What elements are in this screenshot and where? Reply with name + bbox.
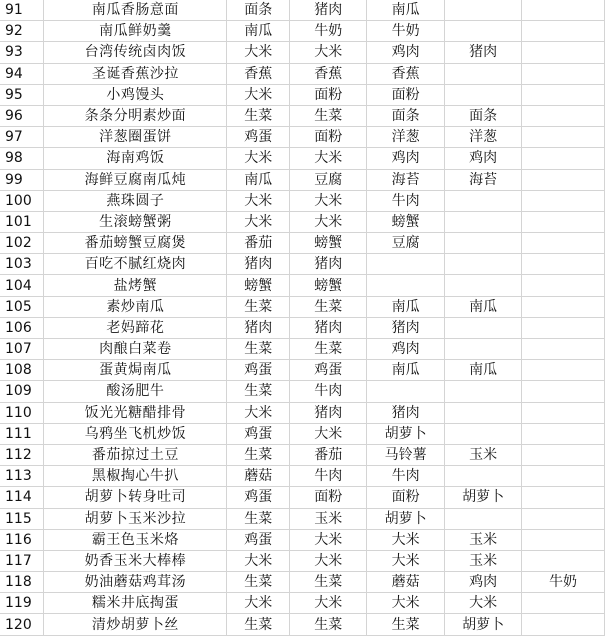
- ingredient-4-cell: 玉米: [445, 529, 522, 550]
- ingredient-5-cell: [522, 211, 605, 232]
- dish-name-cell: 霸王色玉米烙: [44, 529, 227, 550]
- dish-name-cell: 燕珠圆子: [44, 190, 227, 211]
- ingredient-4-cell: [445, 0, 522, 21]
- ingredient-5-cell: [522, 127, 605, 148]
- ingredient-2-cell: 大米: [290, 593, 367, 614]
- row-number-cell: 100: [0, 190, 44, 211]
- ingredient-1-cell: 生菜: [227, 105, 290, 126]
- ingredient-2-cell: 面粉: [290, 487, 367, 508]
- table-row: [0, 211, 605, 232]
- dish-name-cell: 胡萝卜玉米沙拉: [44, 508, 227, 529]
- ingredient-4-cell: 鸡肉: [445, 148, 522, 169]
- ingredient-3-cell: 鸡肉: [367, 148, 445, 169]
- row-number-cell: 104: [0, 275, 44, 296]
- dish-name-cell: 盐烤蟹: [44, 275, 227, 296]
- ingredient-1-cell: 番茄: [227, 233, 290, 254]
- row-number-cell: 110: [0, 402, 44, 423]
- ingredient-2-cell: 豆腐: [290, 169, 367, 190]
- ingredient-3-cell: 马铃薯: [367, 444, 445, 465]
- ingredient-3-cell: 南瓜: [367, 360, 445, 381]
- table-row: [0, 254, 605, 275]
- ingredient-1-cell: 大米: [227, 550, 290, 571]
- row-number-cell: 119: [0, 593, 44, 614]
- ingredient-4-cell: [445, 63, 522, 84]
- ingredient-4-cell: [445, 84, 522, 105]
- ingredient-3-cell: 海苔: [367, 169, 445, 190]
- row-number-cell: 102: [0, 233, 44, 254]
- ingredient-5-cell: [522, 233, 605, 254]
- table-row: [0, 63, 605, 84]
- row-number-cell: 97: [0, 127, 44, 148]
- dish-name-cell: 生滚螃蟹粥: [44, 211, 227, 232]
- ingredient-1-cell: 大米: [227, 402, 290, 423]
- ingredient-1-cell: 大米: [227, 42, 290, 63]
- dish-name-cell: 蛋黄焗南瓜: [44, 360, 227, 381]
- row-number-cell: 107: [0, 339, 44, 360]
- dish-name-cell: 台湾传统卤肉饭: [44, 42, 227, 63]
- ingredient-2-cell: 猪肉: [290, 254, 367, 275]
- ingredient-3-cell: 牛奶: [367, 21, 445, 42]
- dish-name-cell: 胡萝卜转身吐司: [44, 487, 227, 508]
- row-number-cell: 115: [0, 508, 44, 529]
- ingredient-4-cell: [445, 254, 522, 275]
- ingredient-5-cell: [522, 254, 605, 275]
- ingredient-2-cell: 生菜: [290, 105, 367, 126]
- ingredient-4-cell: [445, 190, 522, 211]
- ingredient-2-cell: 生菜: [290, 296, 367, 317]
- table-row: [0, 275, 605, 296]
- ingredient-4-cell: 洋葱: [445, 127, 522, 148]
- ingredient-2-cell: 生菜: [290, 572, 367, 593]
- dish-name-cell: 乌鸦坐飞机炒饭: [44, 423, 227, 444]
- dish-name-cell: 肉酿白菜卷: [44, 339, 227, 360]
- table-row: [0, 339, 605, 360]
- table-row: [0, 614, 605, 635]
- row-number-cell: 120: [0, 614, 44, 635]
- ingredient-3-cell: 大米: [367, 550, 445, 571]
- table-row: [0, 572, 605, 593]
- dish-name-cell: 南瓜香肠意面: [44, 0, 227, 21]
- ingredient-4-cell: [445, 466, 522, 487]
- row-number-cell: 105: [0, 296, 44, 317]
- dish-name-cell: 圣诞香蕉沙拉: [44, 63, 227, 84]
- dish-name-cell: 条条分明素炒面: [44, 105, 227, 126]
- ingredient-5-cell: [522, 190, 605, 211]
- dish-name-cell: 奶油蘑菇鸡茸汤: [44, 572, 227, 593]
- ingredient-4-cell: 南瓜: [445, 360, 522, 381]
- ingredient-2-cell: 玉米: [290, 508, 367, 529]
- ingredient-1-cell: 鸡蛋: [227, 423, 290, 444]
- ingredient-2-cell: 牛肉: [290, 466, 367, 487]
- ingredient-3-cell: 南瓜: [367, 0, 445, 21]
- table-row: [0, 402, 605, 423]
- dish-name-cell: 糯米井底掏蛋: [44, 593, 227, 614]
- ingredient-5-cell: [522, 593, 605, 614]
- ingredient-5-cell: [522, 317, 605, 338]
- ingredient-5-cell: [522, 296, 605, 317]
- table-row: [0, 550, 605, 571]
- ingredient-4-cell: [445, 211, 522, 232]
- ingredient-5-cell: [522, 148, 605, 169]
- table-row: [0, 190, 605, 211]
- table-row: [0, 487, 605, 508]
- dish-name-cell: 番茄螃蟹豆腐煲: [44, 233, 227, 254]
- row-number-cell: 114: [0, 487, 44, 508]
- table-row: [0, 444, 605, 465]
- ingredient-3-cell: 洋葱: [367, 127, 445, 148]
- dish-name-cell: 老妈蹄花: [44, 317, 227, 338]
- ingredient-2-cell: 大米: [290, 190, 367, 211]
- ingredient-3-cell: [367, 381, 445, 402]
- ingredient-1-cell: 生菜: [227, 381, 290, 402]
- ingredient-3-cell: 南瓜: [367, 296, 445, 317]
- ingredient-5-cell: [522, 529, 605, 550]
- ingredient-5-cell: [522, 84, 605, 105]
- table-row: [0, 148, 605, 169]
- ingredient-4-cell: 南瓜: [445, 296, 522, 317]
- ingredient-1-cell: 生菜: [227, 572, 290, 593]
- ingredient-4-cell: [445, 402, 522, 423]
- ingredient-1-cell: 生菜: [227, 508, 290, 529]
- table-row: [0, 360, 605, 381]
- ingredient-3-cell: 豆腐: [367, 233, 445, 254]
- ingredient-4-cell: 猪肉: [445, 42, 522, 63]
- ingredient-4-cell: 玉米: [445, 444, 522, 465]
- ingredient-3-cell: 大米: [367, 529, 445, 550]
- table-row: [0, 317, 605, 338]
- row-number-cell: 117: [0, 550, 44, 571]
- row-number-cell: 103: [0, 254, 44, 275]
- row-number-cell: 94: [0, 63, 44, 84]
- row-number-cell: 101: [0, 211, 44, 232]
- ingredient-1-cell: 猪肉: [227, 254, 290, 275]
- ingredient-3-cell: 蘑菇: [367, 572, 445, 593]
- ingredient-5-cell: [522, 444, 605, 465]
- ingredient-1-cell: 螃蟹: [227, 275, 290, 296]
- ingredient-3-cell: 大米: [367, 593, 445, 614]
- table-row: [0, 466, 605, 487]
- row-number-cell: 111: [0, 423, 44, 444]
- table-row: [0, 296, 605, 317]
- ingredient-1-cell: 大米: [227, 593, 290, 614]
- ingredient-2-cell: 生菜: [290, 339, 367, 360]
- ingredient-1-cell: 蘑菇: [227, 466, 290, 487]
- ingredient-4-cell: 鸡肉: [445, 572, 522, 593]
- table-row: [0, 233, 605, 254]
- dish-name-cell: 百吃不腻红烧肉: [44, 254, 227, 275]
- table-row: [0, 508, 605, 529]
- ingredient-4-cell: [445, 508, 522, 529]
- ingredient-2-cell: 大米: [290, 42, 367, 63]
- ingredient-1-cell: 生菜: [227, 339, 290, 360]
- ingredient-2-cell: 面粉: [290, 127, 367, 148]
- ingredient-5-cell: [522, 275, 605, 296]
- ingredient-3-cell: 香蕉: [367, 63, 445, 84]
- table-row: [0, 0, 605, 21]
- ingredient-2-cell: 大米: [290, 211, 367, 232]
- table-row: [0, 84, 605, 105]
- dish-name-cell: 小鸡馒头: [44, 84, 227, 105]
- ingredient-4-cell: [445, 233, 522, 254]
- ingredient-4-cell: 海苔: [445, 169, 522, 190]
- ingredient-1-cell: 大米: [227, 148, 290, 169]
- ingredient-1-cell: 香蕉: [227, 63, 290, 84]
- ingredient-1-cell: 鸡蛋: [227, 360, 290, 381]
- row-number-cell: 91: [0, 0, 44, 21]
- ingredient-5-cell: [522, 402, 605, 423]
- ingredient-3-cell: 面粉: [367, 487, 445, 508]
- ingredient-1-cell: 鸡蛋: [227, 127, 290, 148]
- ingredient-3-cell: [367, 275, 445, 296]
- dish-name-cell: 清炒胡萝卜丝: [44, 614, 227, 635]
- row-number-cell: 92: [0, 21, 44, 42]
- ingredient-2-cell: 生菜: [290, 614, 367, 635]
- ingredient-5-cell: [522, 550, 605, 571]
- ingredient-1-cell: 生菜: [227, 296, 290, 317]
- ingredient-1-cell: 生菜: [227, 614, 290, 635]
- table-row: [0, 105, 605, 126]
- ingredient-2-cell: 大米: [290, 529, 367, 550]
- ingredient-2-cell: 大米: [290, 550, 367, 571]
- table-row: [0, 169, 605, 190]
- row-number-cell: 106: [0, 317, 44, 338]
- ingredient-1-cell: 鸡蛋: [227, 529, 290, 550]
- ingredient-5-cell: [522, 360, 605, 381]
- ingredient-5-cell: [522, 63, 605, 84]
- table-row: [0, 127, 605, 148]
- row-number-cell: 112: [0, 444, 44, 465]
- ingredient-4-cell: 胡萝卜: [445, 487, 522, 508]
- ingredient-5-cell: 牛奶: [522, 572, 605, 593]
- dish-name-cell: 酸汤肥牛: [44, 381, 227, 402]
- table-row: [0, 423, 605, 444]
- ingredient-3-cell: 牛肉: [367, 466, 445, 487]
- row-number-cell: 98: [0, 148, 44, 169]
- ingredient-3-cell: 螃蟹: [367, 211, 445, 232]
- ingredient-1-cell: 大米: [227, 84, 290, 105]
- dish-name-cell: 南瓜鲜奶羹: [44, 21, 227, 42]
- ingredient-3-cell: 鸡肉: [367, 339, 445, 360]
- ingredient-3-cell: 胡萝卜: [367, 423, 445, 444]
- ingredient-2-cell: 大米: [290, 148, 367, 169]
- ingredient-4-cell: 胡萝卜: [445, 614, 522, 635]
- ingredient-3-cell: 鸡肉: [367, 42, 445, 63]
- ingredient-5-cell: [522, 105, 605, 126]
- dish-name-cell: 素炒南瓜: [44, 296, 227, 317]
- ingredient-2-cell: 螃蟹: [290, 275, 367, 296]
- row-number-cell: 93: [0, 42, 44, 63]
- table-row: [0, 593, 605, 614]
- ingredient-1-cell: 南瓜: [227, 169, 290, 190]
- row-number-cell: 95: [0, 84, 44, 105]
- row-number-cell: 108: [0, 360, 44, 381]
- ingredient-1-cell: 南瓜: [227, 21, 290, 42]
- dish-name-cell: 饭光光糖醋排骨: [44, 402, 227, 423]
- ingredient-3-cell: [367, 254, 445, 275]
- ingredient-5-cell: [522, 466, 605, 487]
- ingredient-5-cell: [522, 487, 605, 508]
- row-number-cell: 113: [0, 466, 44, 487]
- table-row: [0, 42, 605, 63]
- ingredient-5-cell: [522, 381, 605, 402]
- ingredient-4-cell: [445, 381, 522, 402]
- ingredient-4-cell: 面条: [445, 105, 522, 126]
- ingredient-1-cell: 生菜: [227, 444, 290, 465]
- row-number-cell: 99: [0, 169, 44, 190]
- ingredient-5-cell: [522, 339, 605, 360]
- ingredient-1-cell: 大米: [227, 211, 290, 232]
- ingredient-2-cell: 牛肉: [290, 381, 367, 402]
- ingredient-2-cell: 螃蟹: [290, 233, 367, 254]
- ingredient-5-cell: [522, 0, 605, 21]
- ingredient-1-cell: 猪肉: [227, 317, 290, 338]
- row-number-cell: 118: [0, 572, 44, 593]
- dish-name-cell: 奶香玉米大棒棒: [44, 550, 227, 571]
- table-row: [0, 381, 605, 402]
- ingredient-3-cell: 猪肉: [367, 317, 445, 338]
- dish-name-cell: 黑椒掏心牛扒: [44, 466, 227, 487]
- ingredient-2-cell: 面粉: [290, 84, 367, 105]
- ingredient-1-cell: 大米: [227, 190, 290, 211]
- ingredient-5-cell: [522, 21, 605, 42]
- ingredient-4-cell: [445, 275, 522, 296]
- ingredient-3-cell: 面粉: [367, 84, 445, 105]
- row-number-cell: 116: [0, 529, 44, 550]
- table-row: [0, 529, 605, 550]
- ingredient-1-cell: 鸡蛋: [227, 487, 290, 508]
- table-row: [0, 21, 605, 42]
- ingredient-2-cell: 猪肉: [290, 317, 367, 338]
- ingredient-2-cell: 牛奶: [290, 21, 367, 42]
- ingredient-2-cell: 猪肉: [290, 0, 367, 21]
- ingredient-5-cell: [522, 423, 605, 444]
- ingredient-5-cell: [522, 42, 605, 63]
- ingredient-5-cell: [522, 508, 605, 529]
- dish-name-cell: 海南鸡饭: [44, 148, 227, 169]
- ingredient-4-cell: 大米: [445, 593, 522, 614]
- row-number-cell: 96: [0, 105, 44, 126]
- ingredient-4-cell: [445, 21, 522, 42]
- ingredient-3-cell: 胡萝卜: [367, 508, 445, 529]
- ingredient-1-cell: 面条: [227, 0, 290, 21]
- dish-name-cell: 洋葱圈蛋饼: [44, 127, 227, 148]
- ingredient-2-cell: 番茄: [290, 444, 367, 465]
- row-number-cell: 109: [0, 381, 44, 402]
- ingredient-2-cell: 大米: [290, 423, 367, 444]
- ingredient-4-cell: [445, 423, 522, 444]
- ingredient-3-cell: 猪肉: [367, 402, 445, 423]
- ingredient-2-cell: 鸡蛋: [290, 360, 367, 381]
- ingredient-5-cell: [522, 614, 605, 635]
- ingredient-4-cell: 玉米: [445, 550, 522, 571]
- ingredient-2-cell: 香蕉: [290, 63, 367, 84]
- ingredient-5-cell: [522, 169, 605, 190]
- ingredient-3-cell: 牛肉: [367, 190, 445, 211]
- dish-name-cell: 海鲜豆腐南瓜炖: [44, 169, 227, 190]
- dish-name-cell: 番茄掠过土豆: [44, 444, 227, 465]
- ingredient-4-cell: [445, 339, 522, 360]
- ingredient-3-cell: 面条: [367, 105, 445, 126]
- ingredient-4-cell: [445, 317, 522, 338]
- ingredient-2-cell: 猪肉: [290, 402, 367, 423]
- ingredient-3-cell: 生菜: [367, 614, 445, 635]
